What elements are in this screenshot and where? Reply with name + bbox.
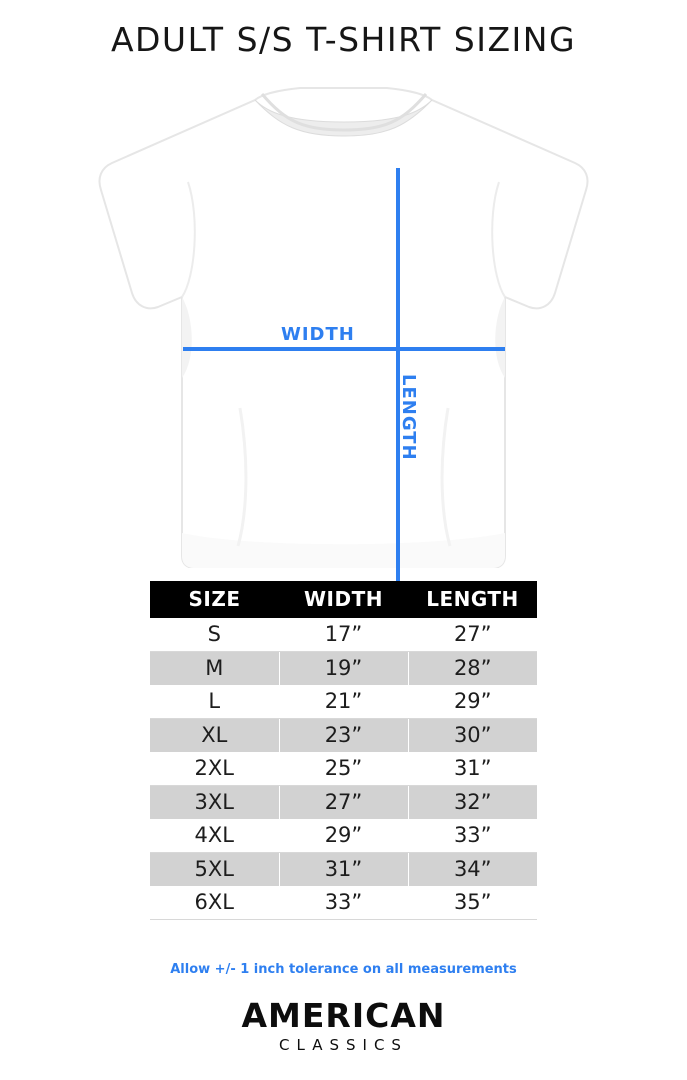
length-label: LENGTH [398, 374, 419, 461]
cell-size: S [150, 618, 279, 652]
table-row [150, 886, 537, 920]
cell-width: 19” [279, 652, 408, 686]
cell-width: 27” [279, 786, 408, 820]
table-row [150, 652, 537, 686]
column-header-length: LENGTH [408, 581, 537, 618]
cell-width: 33” [279, 886, 408, 920]
table-row [150, 752, 537, 786]
cell-length: 30” [408, 719, 537, 753]
cell-width: 21” [279, 685, 408, 719]
table-row [150, 719, 537, 753]
table-row [150, 819, 537, 853]
cell-width: 23” [279, 719, 408, 753]
cell-size: 3XL [150, 786, 279, 820]
table-row [150, 786, 537, 820]
table-header-row [150, 581, 537, 618]
cell-size: 5XL [150, 853, 279, 887]
cell-size: 2XL [150, 752, 279, 786]
cell-length: 32” [408, 786, 537, 820]
brand-tagline: CLASSICS [279, 1036, 408, 1054]
brand-name: AMERICAN [241, 996, 446, 1035]
column-header-size: SIZE [150, 581, 279, 618]
cell-length: 33” [408, 819, 537, 853]
cell-length: 34” [408, 853, 537, 887]
column-header-width: WIDTH [279, 581, 408, 618]
size-chart-table [150, 581, 537, 920]
table-row [150, 685, 537, 719]
cell-width: 25” [279, 752, 408, 786]
cell-size: L [150, 685, 279, 719]
cell-length: 27” [408, 618, 537, 652]
width-label: WIDTH [281, 324, 355, 345]
tshirt-illustration [0, 78, 687, 568]
table-row [150, 853, 537, 887]
cell-size: XL [150, 719, 279, 753]
cell-length: 29” [408, 685, 537, 719]
cell-length: 31” [408, 752, 537, 786]
tolerance-note: Allow +/- 1 inch tolerance on all measurements [170, 962, 517, 977]
cell-size: M [150, 652, 279, 686]
cell-width: 31” [279, 853, 408, 887]
tshirt-diagram [0, 78, 687, 568]
width-measure-line [183, 347, 505, 351]
cell-width: 29” [279, 819, 408, 853]
cell-length: 28” [408, 652, 537, 686]
cell-length: 35” [408, 886, 537, 920]
page-title: ADULT S/S T-SHIRT SIZING [110, 20, 577, 59]
cell-width: 17” [279, 618, 408, 652]
cell-size: 6XL [150, 886, 279, 920]
cell-size: 4XL [150, 819, 279, 853]
table-row [150, 618, 537, 652]
